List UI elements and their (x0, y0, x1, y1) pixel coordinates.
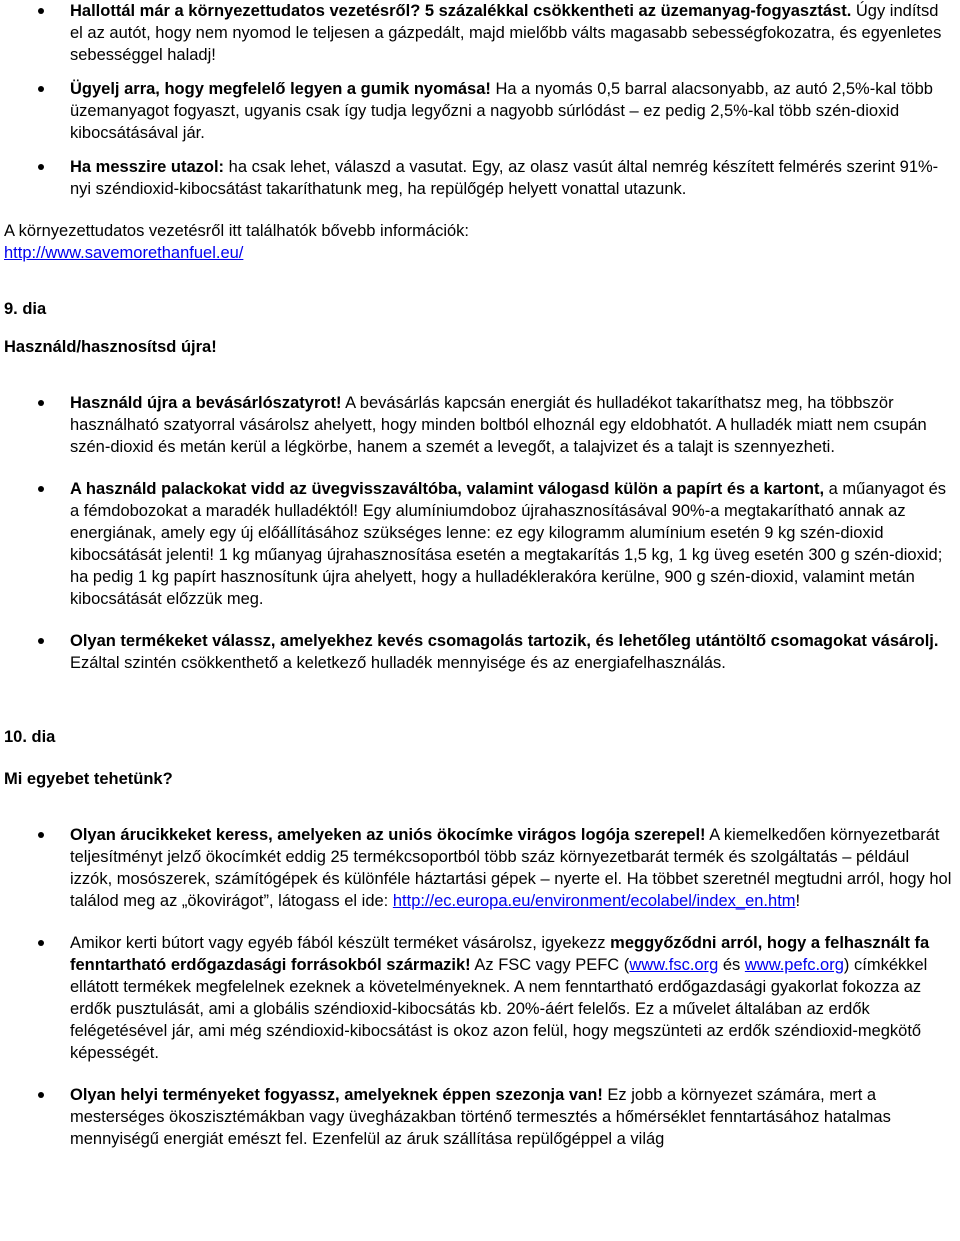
pefc-link[interactable]: www.pefc.org (744, 956, 844, 974)
body-text: Ha a nyomás 0,5 barral alacsonyabb, az autó 2,5%-kal több üzemanyagot fogyaszt, ugyanis csak így tudja legyőzni a nagyobb súrlódást – ez pedig 2,5%-kal több szén-dioxid kibocsátásával jár. (70, 80, 933, 142)
list-item (2, 392, 958, 458)
info-paragraph (2, 220, 958, 264)
body-text: Ezáltal szintén csökkenthető a keletkező hulladék mennyisége és az energiafelhasználás. (70, 654, 726, 672)
body-text: Az FSC vagy PEFC ( (470, 956, 630, 974)
savemorethanfuel-link[interactable]: http://www.savemorethanfuel.eu/ (4, 244, 244, 262)
body-text: és (718, 956, 745, 974)
bold-text: Használd újra a bevásárlószatyrot! (70, 394, 342, 412)
bold-text: Ha messzire utazol: (70, 158, 225, 176)
bullet-icon (38, 940, 44, 946)
body-text: Amikor kerti bútort vagy egyéb fából készült terméket vásárolsz, igyekezz (70, 934, 611, 952)
bullet-icon (38, 8, 44, 14)
body-text: a műanyagot és a fémdobozokat a maradék hulladéktól! Egy alumíniumdoboz újrahasznosításával 90%-a megtakarítható annak az energiának, amely egy új előállításához szükséges lenne: ez egy kilogramm alumínium esetén 9 kg szén-dioxid kibocsátását jelenti! 1 kg műanyag újrahasznosítása esetén a megtakarítás 1,5 kg, 1 kg üveg esetén 300 g szén-dioxid; ha pedig 1 kg papírt hasznosítunk újra ahelyett, hogy a hulladéklerakóra kerülne, 900 g szén-dioxid, valamint metán kibocsátását előzzük meg. (70, 480, 947, 608)
body-text: Egy, az olasz vasút által nemrég készített felmérés szerint 91%-nyi széndioxid-kibocsátást takaríthatunk meg, ha repülőgép helyett vonattal utazunk. (70, 158, 939, 198)
bullet-icon (38, 400, 44, 406)
section-title: Mi egyebet tehetünk? (4, 770, 173, 788)
bullet-icon (38, 638, 44, 644)
list-item (2, 630, 958, 674)
list-item (2, 824, 958, 912)
bold-text: Olyan árucikkeket keress, amelyeken az uniós ökocímke virágos logója szerepel! (70, 826, 706, 844)
info-text: A környezettudatos vezetésről itt találhatók bővebb információk: (4, 222, 470, 240)
bullet-icon (38, 832, 44, 838)
body-text: ! (795, 892, 801, 910)
body-text: ) címkékkel ellátott termékek megfelelnek ezeknek a követelményeknek. A nem fenntartható erdőgazdasági gyakorlat fokozza az erdők pusztulását, ami a globális széndioxid-kibocsátás kb. 20%-áért felelős. Ez a művelet általában az erdők felégetésével jár, ami még széndioxid-kibocsátást is okoz azon felül, hogy megszünteti az erdők széndioxid-megkötő képességét. (70, 956, 928, 1062)
bullet-icon (38, 86, 44, 92)
body-text: Ez jobb a környezet számára, mert a mesterséges ökoszisztémákban vagy üvegházakban történő termesztés a hőmérséklet fenntartásához hatalmas mennyiségű energiát emészt fel. Ezenfelül az áruk szállítása repülőgéppel a világ (70, 1086, 891, 1148)
bold-text: Ügyelj arra, hogy megfelelő legyen a gumik nyomása! (70, 80, 491, 98)
section-title: Használd/hasznosítsd újra! (4, 338, 217, 356)
body-text: Úgy indítsd el az autót, hogy nem nyomod le teljesen a gázpedált, majd mielőbb válts magasabb sebességfokozatra, és egyenletes sebességgel haladj! (70, 2, 942, 64)
body-text: ha csak lehet, válaszd a vasutat. (224, 158, 468, 176)
bold-text: Olyan helyi terményeket fogyassz, amelyeknek éppen szezonja van! (70, 1086, 603, 1104)
section8-bullet-list (2, 0, 958, 200)
list-item (2, 932, 958, 1064)
ecolabel-link[interactable]: http://ec.europa.eu/environment/ecolabel/index_en.htm (392, 892, 796, 910)
list-item (2, 478, 958, 610)
fsc-link[interactable]: www.fsc.org (629, 956, 719, 974)
section10-bullet-list (2, 824, 958, 1150)
bold-text: Olyan termékeket válassz, amelyekhez kevés csomagolás tartozik, és lehetőleg utántöltő csomagokat vásárolj. (70, 632, 939, 650)
body-text: A bevásárlás kapcsán energiát és hulladékot takaríthatsz meg, ha többször használható szatyorral vásárolsz ahelyett, hogy minden boltból elhoznál egy eldobhatót. A hulladék miatt nem csupán szén-dioxid és metán kerül a légkörbe, hanem a szemét a levegőt, a talajvizet és a talajt is szennyezheti. (70, 394, 927, 456)
slide-number: 9. dia (4, 300, 47, 318)
section9-bullet-list (2, 392, 958, 674)
bullet-icon (38, 164, 44, 170)
list-item (2, 78, 958, 144)
bullet-icon (38, 486, 44, 492)
body-text: A kiemelkedően környezetbarát teljesítményt jelző ökocímkét eddig 25 termékcsoportból több száz környezetbarát termék és szolgáltatás – például izzók, mosószerek, számítógépek és különféle háztartási gépek – nyerte el. Ha többet szeretnél megtudni arról, hogy hol találod meg az „ökovirágot”, látogass el ide: (70, 826, 952, 910)
bold-text: A használd palackokat vidd az üvegvisszaváltóba, valamint válogasd külön a papírt és a kartont, (70, 480, 825, 498)
list-item (2, 1084, 958, 1150)
bullet-icon (38, 1092, 44, 1098)
bold-text: Hallottál már a környezettudatos vezetésről? 5 százalékkal csökkentheti az üzemanyag-fogyasztást. (70, 2, 852, 20)
list-item (2, 156, 958, 200)
slide-number: 10. dia (4, 728, 56, 746)
list-item (2, 0, 958, 66)
bold-text: meggyőződni arról, hogy a felhasznált fa fenntartható erdőgazdasági forrásokból származik! (70, 934, 930, 974)
